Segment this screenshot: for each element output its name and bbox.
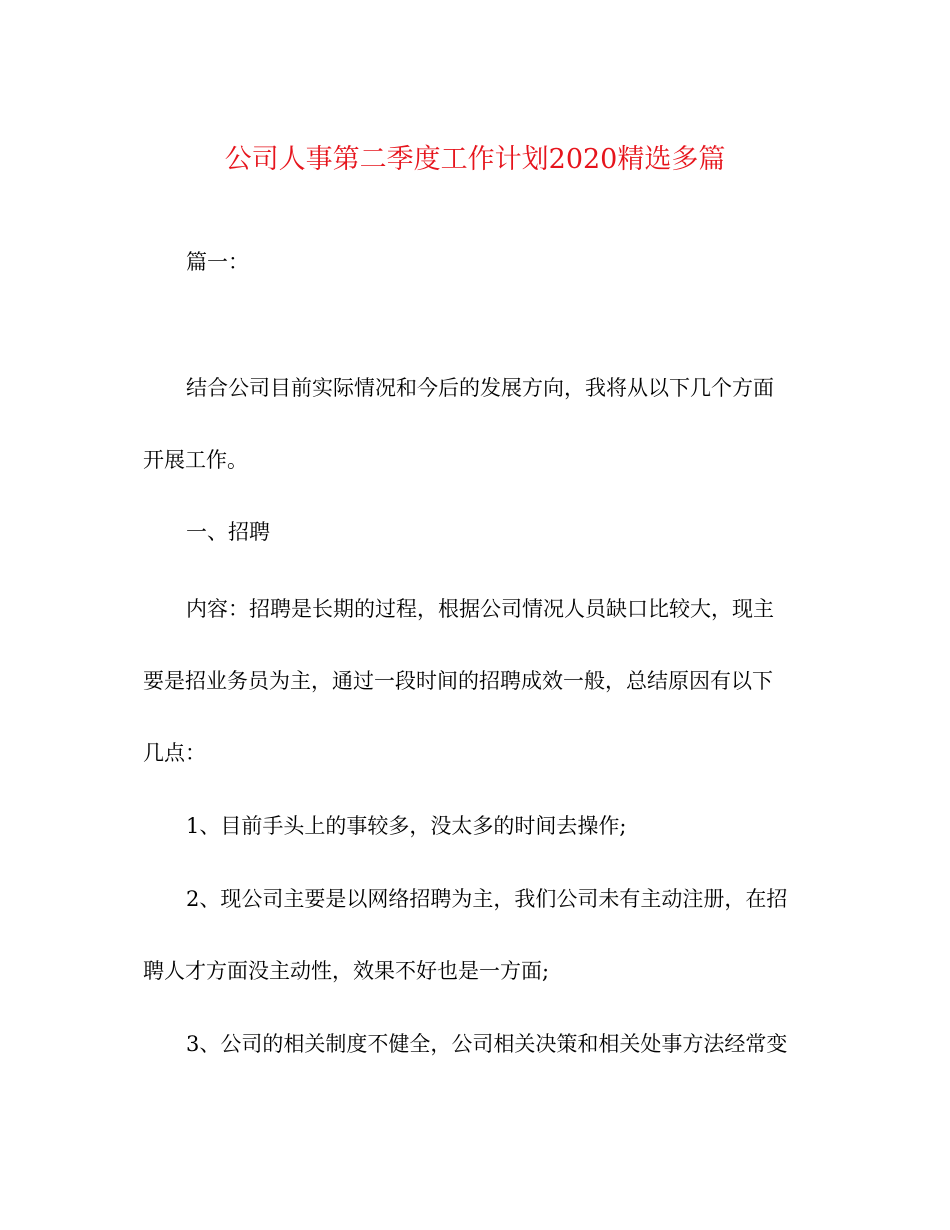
intro-paragraph	[143, 352, 808, 496]
heading-recruit: 一、招聘	[186, 520, 270, 544]
point-1: 1、目前手头上的事较多，没太多的时间去操作;	[186, 814, 627, 838]
point-3-paragraph	[143, 1008, 808, 1080]
point-2-line-1: 2、现公司主要是以网络招聘为主，我们公司未有主动注册，在招	[186, 887, 788, 911]
point-3-line-1: 3、公司的相关制度不健全，公司相关决策和相关处事方法经常变	[186, 1032, 788, 1056]
content-line-1: 内容：招聘是长期的过程，根据公司情况人员缺口比较大，现主	[186, 597, 774, 621]
document-title: 公司人事第二季度工作计划2020精选多篇	[224, 144, 726, 175]
point-2-paragraph	[143, 863, 808, 1007]
content-paragraph	[143, 573, 808, 789]
intro-line-2: 开展工作。	[143, 448, 248, 472]
content-line-2: 要是招业务员为主，通过一段时间的招聘成效一般，总结原因有以下	[143, 669, 773, 693]
section-label: 篇一：	[186, 250, 249, 274]
intro-line-1: 结合公司目前实际情况和今后的发展方向，我将从以下几个方面	[186, 376, 774, 400]
content-line-3: 几点：	[143, 741, 206, 765]
point-2-line-2: 聘人才方面没主动性，效果不好也是一方面;	[143, 959, 550, 983]
